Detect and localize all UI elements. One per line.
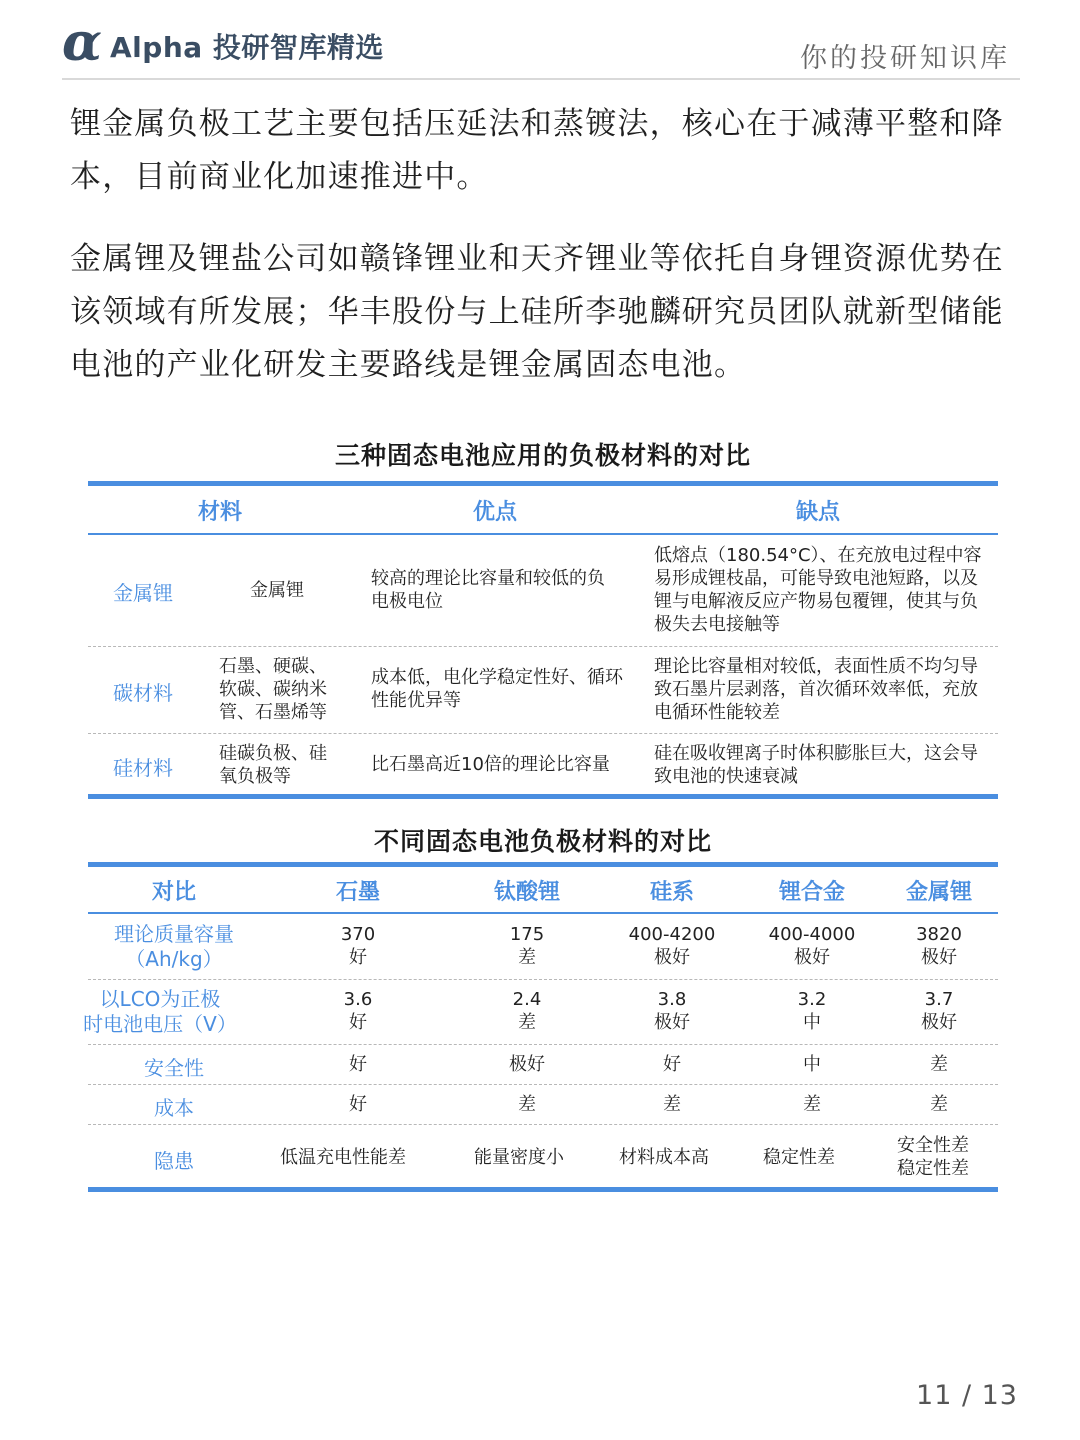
- table2-cell: 175 差: [509, 924, 545, 968]
- body-paragraph-1: 锂金属负极工艺主要包括压延法和蒸镀法，核心在于减薄平整和降本，目前商业化加速推进中。: [70, 106, 1004, 195]
- page-indicator: 11 / 13: [916, 1380, 1018, 1411]
- table2-header-silicon: 硅系: [649, 880, 694, 905]
- table2-row2-label: [60, 987, 260, 1037]
- table2-cell: 低温充电性能差: [280, 1147, 406, 1168]
- table2-top-rule: [88, 862, 998, 867]
- table2-cell: 差: [803, 1094, 821, 1115]
- table2-cell: 3.8 极好: [654, 989, 690, 1033]
- table2-divider: [88, 979, 998, 980]
- table2-cell: 400-4200 极好: [628, 924, 716, 968]
- table2-cell: 3820 极好: [916, 924, 962, 968]
- table2-cell: 3.7 极好: [921, 989, 957, 1033]
- brand-name: Alpha 投研智库精选: [110, 31, 384, 64]
- table1-row1-pros: 较高的理论比容量和较低的负电极电位: [371, 568, 605, 612]
- table2-cell: 极好: [509, 1054, 545, 1075]
- table1-row3-pros: 比石墨高近10倍的理论比容量: [371, 754, 610, 775]
- table2-divider: [88, 1084, 998, 1085]
- table2-cell: 安全性差 稳定性差: [897, 1135, 969, 1179]
- table1-header-rule: [88, 533, 998, 535]
- table1-row1-material: 金属锂: [250, 580, 304, 601]
- table2-header-rule: [88, 912, 998, 914]
- alpha-logo-icon: α: [62, 12, 103, 73]
- table1-header-pros: 优点: [472, 500, 517, 525]
- table2-row4-label: 成本: [154, 1096, 194, 1120]
- table2-cell: 能量密度小: [474, 1147, 564, 1168]
- table2-divider: [88, 1044, 998, 1045]
- table1-row2-material: 石墨、硬碳、软碳、碳纳米管、石墨烯等: [219, 656, 327, 723]
- table2-cell: 差: [663, 1094, 681, 1115]
- table2-header-lto: 钛酸锂: [493, 880, 560, 905]
- table1-row3-material: 硅碳负极、硅氧负极等: [219, 743, 327, 787]
- table2-cell: 3.2 中: [797, 989, 827, 1033]
- table1-row2-cons: 理论比容量相对较低，表面性质不均匀导致石墨片层剥落，首次循环效率低，充放电循环性能较差: [654, 656, 978, 723]
- table2-row3-label: 安全性: [144, 1056, 204, 1080]
- table2-cell: 2.4 差: [512, 989, 542, 1033]
- table1-divider: [88, 646, 998, 647]
- table2-cell: 好: [663, 1054, 681, 1075]
- table1-header-material: 材料: [197, 500, 242, 525]
- table2-header-compare: 对比: [151, 880, 196, 905]
- page-header: [62, 12, 1020, 80]
- table2-cell: 中: [803, 1054, 821, 1075]
- table2-cell: 稳定性差: [763, 1147, 835, 1168]
- row-label-line: 以LCO为正极: [99, 987, 221, 1011]
- table2-cell: 好: [349, 1094, 367, 1115]
- row-label-line: 时电池电压（V）: [83, 1012, 237, 1036]
- table2-title: 不同固态电池负极材料的对比: [373, 827, 712, 856]
- table1-row2-category: 碳材料: [113, 681, 173, 705]
- table2-header-li-alloy: 锂合金: [778, 880, 845, 905]
- table2-header-li-metal: 金属锂: [905, 880, 972, 905]
- table2-cell: 材料成本高: [619, 1147, 709, 1168]
- table2-header-graphite: 石墨: [335, 880, 380, 905]
- table2-cell: 3.6 好: [343, 989, 373, 1033]
- table2-divider: [88, 1124, 998, 1125]
- table2-cell: 差: [930, 1054, 948, 1075]
- table1-row1-category: 金属锂: [113, 581, 173, 605]
- table2-bottom-rule: [88, 1187, 998, 1192]
- table1-top-rule: [88, 481, 998, 486]
- table2-row5-label: 隐患: [154, 1149, 194, 1173]
- table2-cell: 差: [518, 1094, 536, 1115]
- row-label-line: （Ah/kg）: [125, 947, 223, 971]
- table1-divider: [88, 733, 998, 734]
- brand-logo: [62, 12, 384, 73]
- table1-row1-cons: 低熔点（180.54°C）、在充放电过程中容易形成锂枝晶，可能导致电池短路，以及锂与电解液反应产物易包覆锂，使其与负极失去电接触等: [654, 545, 982, 635]
- table2-cell: 好: [349, 1054, 367, 1075]
- table1-bottom-rule: [88, 794, 998, 799]
- table2-cell: 差: [930, 1094, 948, 1115]
- table2-cell: 370 好: [340, 924, 376, 968]
- table2-cell: 400-4000 极好: [768, 924, 856, 968]
- table1-header-cons: 缺点: [795, 500, 840, 525]
- table2-row1-label: [74, 922, 274, 972]
- row-label-line: 理论质量容量: [114, 922, 234, 946]
- table1-row3-category: 硅材料: [113, 756, 173, 780]
- body-paragraph-2: 金属锂及锂盐公司如赣锋锂业和天齐锂业等依托自身锂资源优势在该领域有所发展；华丰股份与上硅所李驰麟研究员团队就新型储能电池的产业化研发主要路线是锂金属固态电池。: [70, 241, 1004, 383]
- table1-title: 三种固态电池应用的负极材料的对比: [334, 441, 751, 470]
- tagline: 你的投研知识库: [800, 43, 1010, 74]
- table1-row2-pros: 成本低，电化学稳定性好、循环性能优异等: [371, 667, 623, 711]
- table1-row3-cons: 硅在吸收锂离子时体积膨胀巨大，这会导致电池的快速衰减: [654, 743, 978, 787]
